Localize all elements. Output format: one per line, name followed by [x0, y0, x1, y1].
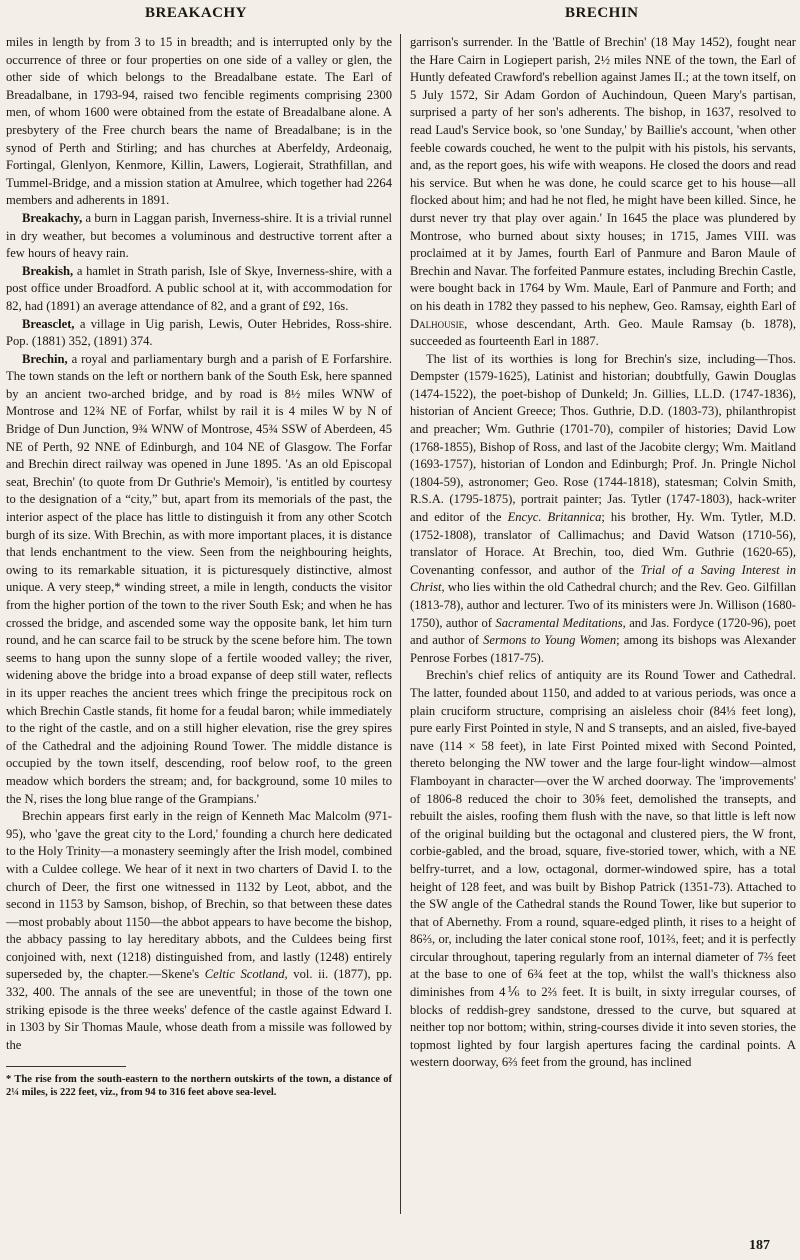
header-right: BRECHIN [565, 5, 639, 21]
paragraph-text: , whose descendant, Arth. Geo. Maule Ramsay (b. 1878), succeeded as fourteenth Earl in 1887. [410, 316, 796, 349]
entry-text: a burn in Laggan parish, Inverness-shire. It is a trivial runnel in dry weather, but becomes a voluminous and destructive torrent after a few hours of heavy rain. [6, 210, 392, 261]
entry-breakish [6, 263, 392, 316]
header-left: BREAKACHY [145, 5, 248, 21]
entry-text: a hamlet in Strath parish, Isle of Skye, Inverness-shire, with a post office under Broadford. A public school at it, with accommodation for 82, had (1891) an average attendance of 82, and a grant of £92, 16s. [6, 263, 392, 313]
paragraph [6, 808, 392, 1054]
paragraph [410, 34, 796, 351]
italic-title: Trial of a Saving Interest in Christ [410, 562, 796, 595]
paragraph-text: , who lies within the old Cathedral church; and the Rev. Geo. Gilfillan (1813-78), author and lecturer. Two of its ministers were Jn. Willison (1680-1750), author of [410, 580, 796, 630]
column-divider [400, 34, 401, 1214]
left-column [6, 34, 392, 1099]
italic-title: Sacramental Meditations [495, 615, 623, 630]
paragraph-text: Brechin appears first early in the reign of Kenneth Mac Malcolm (971-95), who 'gave the great city to the Lord,' founding a church here dedicated to the Holy Trinity—a monastery seemingly after the Irish model, combined with a Culdee college. We hear of it next in two charters of David I. to the church of Deer, the first one witnessed in 1132 by Leot, abbot, and the second in 1153 by Samson, bishop, of Brechin, so that between these dates—most probably about 1150—the abbot appears to have become the bishop, the abbacy passing to lay hereditary abbots, and the Culdees being first conjoined with, next (1218) distinguished from, and lastly (1248) entirely superseded by, the chapter.—Skene's [6, 809, 392, 982]
running-header [0, 5, 800, 29]
italic-title: Celtic Scotland [204, 967, 285, 982]
italic-title: Encyc. Britannica [507, 510, 602, 525]
entry-brechin [6, 351, 392, 808]
small-caps-name: Dalhousie [410, 316, 465, 331]
entry-heading: Breakish, [22, 263, 74, 278]
paragraph [410, 351, 796, 668]
entry-heading: Breakachy, [22, 210, 83, 225]
entry-heading: Brechin, [22, 351, 68, 366]
entry-breakachy [6, 210, 392, 263]
entry-text: a royal and parliamentary burgh and a parish of E Forfarshire. The town stands on the left or northern bank of the South Esk, here spanned by an ancient two-arched bridge, and by road is 8½ miles WNW of Montrose and 12¾ NE of Forfar, whilst by rail it is 4 miles W by N of Bridge of Dun Junction, 9¾ WNW of Montrose, 45¾ SSW of Aberdeen, 45 NE of Perth, 92 NNE of Edinburgh, and 104 NE of Glasgow. The Forfar and Brechin direct railway was opened in June 1895. 'As an old Episcopal seat, Brechin' (to quote from Dr Guthrie's Memoir), 'is entitled by courtesy to the designation of a “city,” but, apart from its memorials of the past, the interior aspect of the place has little to distinguish it from any other Scotch burgh of its size. With Brechin, as with more important places, it is distance that lends enchantment to the view. Seen from the neighbouring heights, owing to its remarkable situation, it is picturesquely distinctive, almost unique. A very steep,* winding street, a mile in length, conducts the visitor from the higher portion of the town to the river South Esk; and when he has crossed the bridge, and ascended some way the opposite bank, let him turn round, and he can scarce fail to be struck by the scene before him. The town seems to hang upon the sunny slope of a fertile wooded valley; the river, widening above the bridge into a broad expanse of deep still water, reflects in its upper reaches the ancient trees which fringe the precipitous rock on which Brechin Castle stands, fit home for a feudal baron; while immediately to the right of the castle, and on a still higher elevation, rise the grey spires of the Cathedral and the adjoining Round Tower. The middle distance is occupied by the town itself, descending, roof below roof, to the green meadow which borders the stream; and, for background, some 10 miles to the N, rises the long blue range of the Grampians.' [6, 351, 392, 806]
right-column [410, 34, 796, 1072]
entry-heading: Breasclet, [22, 316, 75, 331]
paragraph-text: ; his brother, Hy. Wm. Tytler, M.D. (1752-1808), translator of Callimachus; and David Watson (1710-56), translator of Horace. At Brechin, too, died Wm. Guthrie (1620-65), Covenanting confessor, and author of the [410, 510, 796, 577]
paragraph-text: The list of its worthies is long for Brechin's size, including—Thos. Dempster (1579-1625), Latinist and historian; doubtfully, Gawin Douglas (1474-1522), the poet-bishop of Dunkeld; Jn. Gillies, LL.D. (1747-1836), historian of Ancient Greece; Thos. Guthrie, D.D. (1803-73), philanthropist and preacher; Wm. Guthrie (1701-70), compiler of histories; David Low (1768-1855), Bishop of Ross, and last of the Jacobite clergy; Wm. Maitland (1693-1757), historian of London and Edinburgh; Prof. Jn. Pringle Nichol (1804-59), astronomer; Geo. Rose (1744-1818), statesman; Colvin Smith, R.S.A. (1795-1875), portrait painter; Jas. Tytler (1747-1803), hack-writer and editor of the [410, 351, 796, 525]
paragraph-text: ; among its bishops was Alexander Penrose Forbes (1817-75). [410, 633, 796, 665]
entry-breasclet [6, 316, 392, 351]
italic-title: Sermons to Young Women [483, 633, 617, 648]
paragraph: miles in length by from 3 to 15 in breadth; and is interrupted only by the occurrence of three or four properties on one side of a valley or glen, the other side of which belongs to the Breadalbane estate. The Earl of Breadalbane, in 1793-94, raised two fencible regiments comprising 2300 men, of whom 1600 were obtained from the estate of Breadalbane alone. A presbytery of the Free church bears the name of Breadalbane; is in the synod of Perth and Stirling; and has churches at Aberfeldy, Ardeonaig, Fortingal, Glenlyon, Kenmore, Killin, Lawers, Logierait, Strathfillan, and Tummel-Bridge, and a mission station at Amulree, which together had 2264 members and adherents in 1891. [6, 35, 392, 208]
paragraph-text: garrison's surrender. In the 'Battle of Brechin' (18 May 1452), fought near the Hare Cairn in Logiepert parish, 2½ miles NNE of the town, the Earl of Huntly defeated Crawford's rebellion against James II.; at the town itself, on 5 July 1572, Sir Adam Gordon of Auchindoun, Queen Mary's partisan, surprised a party of her son's adherents. The bishop, in 1637, resolved to read Laud's Service book, so 'one Sunday,' by Baillie's account, 'when other feeble cowards couched, he went to the pulpit with his pistols, his servants, and, as the report goes, his wife with weapons. He closed the doors and read his service. But when he was done, he could scarce get to his house—all flocked about him; and had he not fled, he might have been killed. Since, he durst never try that play over again.' In 1645 the place was plundered by Montrose, who burned about sixty houses; in 1715, James VIII. was proclaimed at it by James, fourth Earl of Panmure and Baron Maule of Brechin and Navar. The forfeited Panmure estates, including Brechin Castle, were bought back in 1764 by Wm. Maule, Earl of Panmure and Forth; and on his death in 1782 they passed to his nephew, Geo. Ramsay, eighth Earl of [410, 35, 796, 313]
page-number: 187 [749, 1238, 770, 1253]
paragraph-text: , and Jas. Fordyce (1720-96), poet and author of [410, 615, 796, 648]
footnote-rule [6, 1066, 126, 1067]
entry-text: a village in Uig parish, Lewis, Outer Hebrides, Ross-shire. Pop. (1881) 352, (1891) 374. [6, 316, 392, 349]
paragraph: Brechin's chief relics of antiquity are its Round Tower and Cathedral. The latter, founded about 1150, and added to at various periods, was once a plain cruciform structure, comprising an aisleless choir (84⅓ feet long), pure early First Pointed in style, N and S transepts, and an aisled, five-bayed nave (114 × 58 feet), in late First Pointed mixed with Second Pointed, thereto belonging the NW tower and the large four-light window—almost Flamboyant in character—over the W arched doorway. The 'improvements' of 1806-8 reduced the choir to 30⅝ feet, demolished the transepts, and rebuilt the aisles, roofing them flush with the nave, so that little is left now of the original building but the octagonal and clustered piers, the W front, corbie-gabled, and the broad, square, five-storied tower, which, with a NE belfry-turret, and a low, octagonal, dormer-windowed spire, has a total height of 128 feet, and was built by Bishop Patrick (1351-73). Attached to the SW angle of the Cathedral stands the Round Tower, like but superior to that of Abernethy. From a round, square-edged plinth, it rises to a height of 86⅔, or, including the later conical stone roof, 101⅔, feet; and it is perfectly circular throughout, tapering regularly from an internal diameter of 7⅔ feet at the base to one of 6¾ feet at the top, whilst the wall's thickness also diminishes from 4⅙ to 2⅔ feet. It is built, in sixty irregular courses, of blocks of reddish-grey sandstone, dressed to the curve, but squared at neither top nor bottom; within, string-courses divide it into seven stories, the topmost lighted by four largish apertures facing the cardinal points. A western doorway, 6⅔ feet from the ground, has inclined [410, 668, 796, 1070]
footnote: * The rise from the south-eastern to the northern outskirts of the town, a distance of 2¼ miles, is 222 feet, viz., from 94 to 316 feet above sea-level. [6, 1074, 392, 1099]
paragraph-text: , vol. ii. (1877), pp. 332, 400. The annals of the see are uneventful; in those of the town one striking episode is the three weeks' defence of the castle against Edward I. in 1303 by Sir Thomas Maule, whose death from a missile was followed by the [6, 967, 393, 1052]
